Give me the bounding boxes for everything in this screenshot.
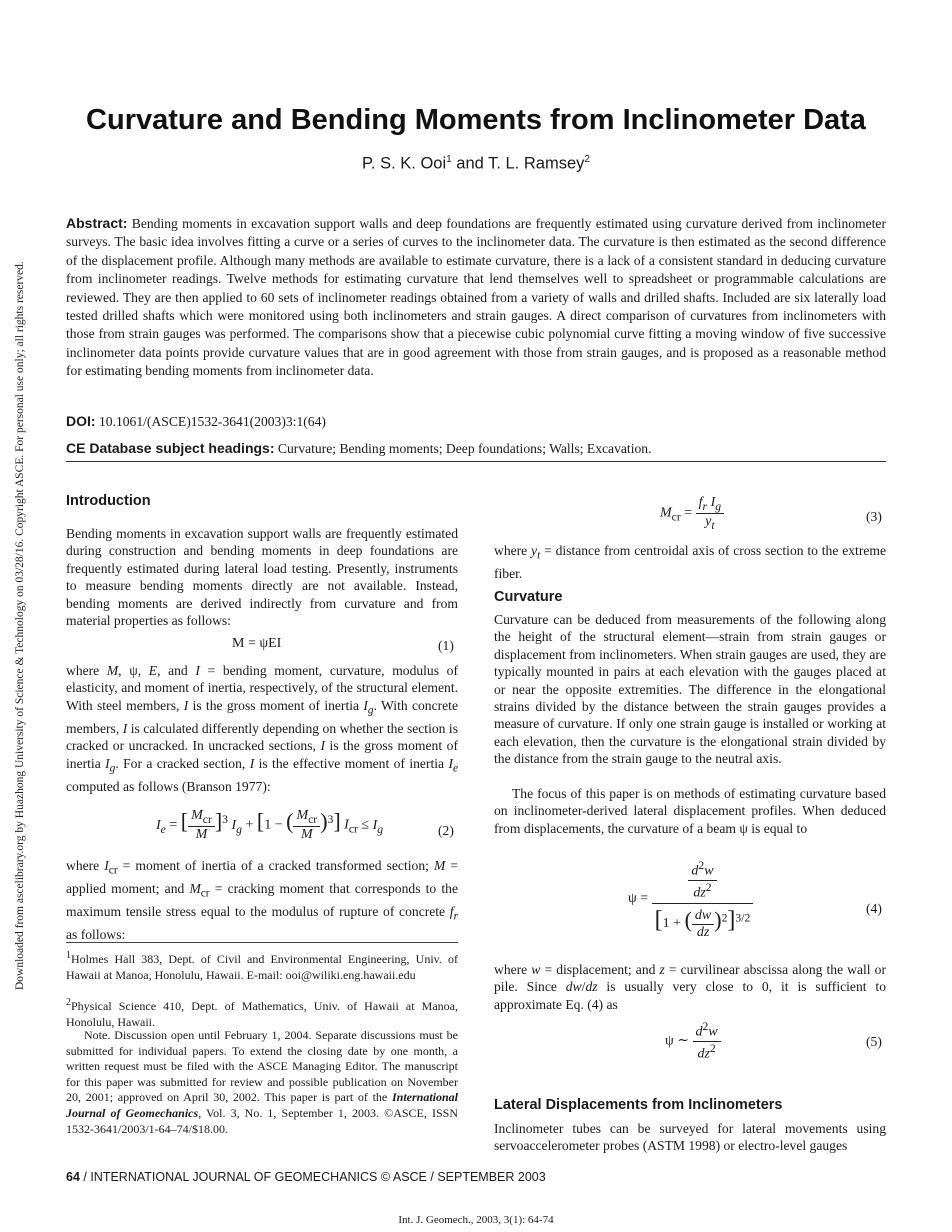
equation-1: M = ψEI bbox=[232, 636, 282, 651]
section-divider bbox=[66, 461, 886, 462]
author-1-affil: 1 bbox=[446, 154, 452, 165]
lateral-paragraph: Inclinometer tubes can be surveyed for lateral movements using servoaccelerometer probes (ASTM 1998) or electro-level gauges bbox=[494, 1121, 886, 1154]
abstract bbox=[66, 214, 886, 381]
intro-paragraph-3: where $I_{cr}$ = moment of inertia of a cracked transformed section; M = applied moment; and $M_{cr}$ = cracking moment that corresponds to the maximum tensile stress equal to the modulus of rupture of concrete $f_r$ as follows: bbox=[66, 858, 458, 943]
doi-label: DOI: bbox=[66, 413, 96, 429]
equation-2: $I_e$ = [ $\frac{M_{cr}}{M}$ ]$^3$ $I_g + [1$ − ( $\frac{M_{cr}}{M}$ )$^3$] $I_{cr} \le I_g$ bbox=[156, 808, 384, 842]
curvature-paragraph-2: The focus of this paper is on methods of estimating curvature based on inclinometer-derived lateral displacement profiles. When deduced from displacements, the curvature of a beam ψ is equal to bbox=[494, 786, 886, 836]
equation-1-number: (1) bbox=[438, 638, 454, 653]
doi-value: 10.1061/(ASCE)1532-3641(2003)3:1(64) bbox=[98, 414, 326, 429]
subject-label: CE Database subject headings: bbox=[66, 440, 275, 456]
equation-3-number: (3) bbox=[866, 509, 882, 524]
heading-curvature: Curvature bbox=[494, 589, 563, 605]
author-join: and T. L. Ramsey bbox=[451, 154, 585, 173]
footnote-divider bbox=[66, 942, 458, 943]
intro-paragraph-2: where M, ψ, E, and I = bending moment, curvature, modulus of elasticity, and moment of inertia, respectively, of the structural element. With steel members, I is the gross moment of inertia $I_g$. With concrete members, I is calculated differently depending on whether the section is cracked or uncracked. In uncracked sections, I is the gross moment of inertia $I_g$. For a cracked section, I is the effective moment of inertia $I_e$ computed as follows (Branson 1977): bbox=[66, 663, 458, 794]
discussion-note: Note. Discussion open until February 1, 2004. Separate discussions must be submitted for individual papers. To extend the closing date by one month, a written request must be filed with the ASCE Managing Editor. The manuscript for this paper was submitted for review and possible publication on November 20, 2001; approved on April 30, 2002. This paper is part of the International Journal of Geomechanics, Vol. 3, No. 1, September 1, 2003. ©ASCE, ISSN 1532-3641/2003/1-64–74/$18.00. bbox=[66, 1028, 458, 1136]
abstract-label: Abstract: bbox=[66, 215, 128, 231]
equation-2-number: (2) bbox=[438, 823, 454, 838]
equation-4: ψ = $\frac{d^2w}{dz^2}$ [1 + ( $\frac{dw}{dz}$ )$^2$]$^{3/2}$ bbox=[628, 857, 753, 941]
heading-introduction: Introduction bbox=[66, 493, 151, 509]
author-2-affil: 2 bbox=[584, 154, 590, 165]
citation-line: Int. J. Geomech., 2003, 3(1): 64-74 bbox=[398, 1214, 554, 1226]
subject-value: Curvature; Bending moments; Deep foundations; Walls; Excavation. bbox=[277, 441, 652, 456]
equation-5-number: (5) bbox=[866, 1034, 882, 1049]
footnote-1: $^1$Holmes Hall 383, Dept. of Civil and Environmental Engineering, Univ. of Hawaii at Manoa, Honolulu, Hawaii. E-mail: ooi@wiliki.eng.hawaii.edu bbox=[66, 950, 458, 982]
download-note: Downloaded from ascelibrary.org by Huazhong University of Science & Technology on 03/28/16. Copyright ASCE. For personal use only; all rights reserved. bbox=[14, 261, 26, 990]
journal-footer: / INTERNATIONAL JOURNAL OF GEOMECHANICS © ASCE / SEPTEMBER 2003 bbox=[79, 1170, 546, 1184]
equation-3: $M_{cr}$ = $\frac{f_r I_g}{y_t}$ bbox=[660, 495, 724, 532]
equation-5: ψ ∼ $\frac{d^2w}{dz^2}$ bbox=[665, 1020, 721, 1062]
intro-paragraph-1: Bending moments in excavation support walls are frequently estimated during construction and bending moments in deep foundations are frequently estimated during lateral load testing. Presently, instruments to measure bending moments directly are not available. Instead, bending moments are derived indirectly from curvature and from material properties as follows: bbox=[66, 526, 458, 629]
eq4-explanation: where w = displacement; and z = curvilinear abscissa along the wall or pile. Since dw/dz is usually very close to 0, it is sufficient to approximate Eq. (4) as bbox=[494, 962, 886, 1012]
author-line bbox=[0, 154, 952, 174]
paper-title: Curvature and Bending Moments from Inclinometer Data bbox=[86, 104, 866, 136]
author-1: P. S. K. Ooi bbox=[362, 154, 447, 173]
equation-4-number: (4) bbox=[866, 901, 882, 916]
page-footer bbox=[66, 1170, 546, 1184]
download-sidebar bbox=[0, 0, 26, 1000]
eq3-explanation: where $y_t$ = distance from centroidal axis of cross section to the extreme fiber. bbox=[494, 543, 886, 582]
page-number: 64 bbox=[66, 1170, 80, 1184]
subject-headings bbox=[66, 440, 651, 457]
curvature-paragraph-1: Curvature can be deduced from measurements of the following along the height of the structural element—strain from strain gauges or displacement from inclinometers. When strain gauges are used, they are typically mounted in pairs at each elevation with the gauges placed at or near the opposite extremities. The difference in the elongational strains divided by the distance between the strain gauges provides a measure of curvature. If only one strain gauge is installed or working at each elevation, then the curvature is the elongational strain divided by the distance from the strain gauge to the neutral axis. bbox=[494, 612, 886, 767]
abstract-text: Bending moments in excavation support walls and deep foundations are frequently estimated using curvature derived from inclinometer surveys. The basic idea involves fitting a curve or a series of curves to the inclinometer data. The curvature is then estimated as the second difference of the displacement profile. Although many methods are available to estimate curvature, there is a lack of a consistent standard in deducing curvature from inclinometer readings. Twelve methods for estimating curvature that lend themselves well to spreadsheet or programmable calculations are reviewed. They are then applied to 60 sets of inclinometer readings obtained from a variety of walls and drilled shafts. Included are six laterally load tested drilled shafts which were monitored using both inclinometers and strain gauges. A direct comparison of curvatures from inclinometers with those from strain gauges was performed. The comparisons show that a piecewise cubic polynomial curve fitting a moving window of five successive inclinometer data points provide curvature values that are in good agreement with those from strain gauges, and is proposed as a reasonable method for estimating bending moments from inclinometer data. bbox=[66, 216, 886, 379]
doi-line bbox=[66, 413, 326, 430]
heading-lateral-displacements: Lateral Displacements from Inclinometers bbox=[494, 1097, 783, 1113]
footnote-2: $^2$Physical Science 410, Dept. of Mathematics, Univ. of Hawaii at Manoa, Honolulu, Hawaii. bbox=[66, 997, 458, 1029]
